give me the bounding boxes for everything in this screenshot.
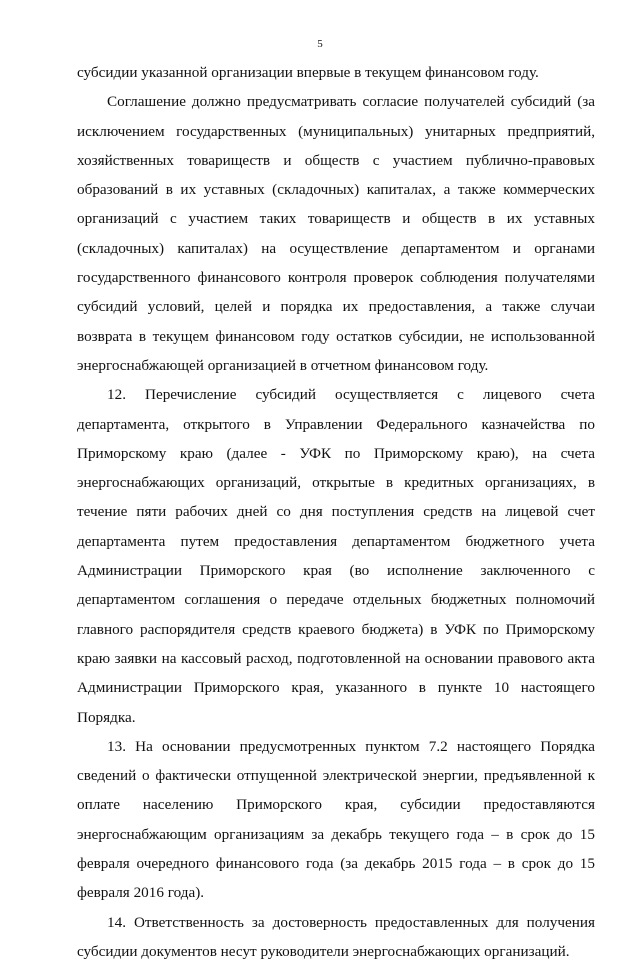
paragraph-agreement-consent: Соглашение должно предусматривать согласие получателей субсидий (за исключением государственных (муниципальных) унитарных предприятий, хозяйственных товариществ и обществ с участием публично-правовых образований в их уставных (складочных) капиталах, а также коммерческих организаций с участием таких товариществ и обществ в их уставных (складочных) капиталах) на осуществление департаментом и органами государственного финансового контроля проверок соблюдения получателями субсидий условий, целей и порядка их предоставления, а также случаи возврата в текущем финансовом году остатков субсидии, не использованной энергоснабжающей организацией в отчетном финансовом году. — [77, 93, 595, 374]
paragraph-item-13: 13. На основании предусмотренных пунктом 7.2 настоящего Порядка сведений о фактически отпущенной электрической энергии, предъявленной к оплате населению Приморского края, субсидии предоставляются энергоснабжающим организациям за декабрь текущего года – в срок до 15 февраля очередного финансового года (за декабрь 2015 года – в срок до 15 февраля 2016 года). — [77, 737, 595, 902]
page-number: 5 — [317, 38, 323, 50]
paragraph-item-12: 12. Перечисление субсидий осуществляется с лицевого счета департамента, открытого в Управлении Федерального казначейства по Приморскому краю (далее - УФК по Приморскому краю), на счета энергоснабжающих организаций, открытые в кредитных организациях, в течение пяти рабочих дней со дня поступления средств на лицевой счет департамента путем предоставления департаментом бюджетного учета Администрации Приморского края (во исполнение заключенного с департаментом соглашения о передаче отдельных бюджетных полномочий главного распорядителя средств краевого бюджета) в УФК по Приморскому краю заявки на кассовый расход, подготовленной на основании правового акта Администрации Приморского края, указанного в пункте 10 настоящего Порядка. — [77, 386, 595, 726]
document-body — [77, 58, 595, 966]
paragraph-item-14: 14. Ответственность за достоверность предоставленных для получения субсидии документов несут руководители энергоснабжающих организаций. — [77, 913, 595, 960]
paragraph-continuation: субсидии указанной организации впервые в текущем финансовом году. — [77, 64, 539, 81]
